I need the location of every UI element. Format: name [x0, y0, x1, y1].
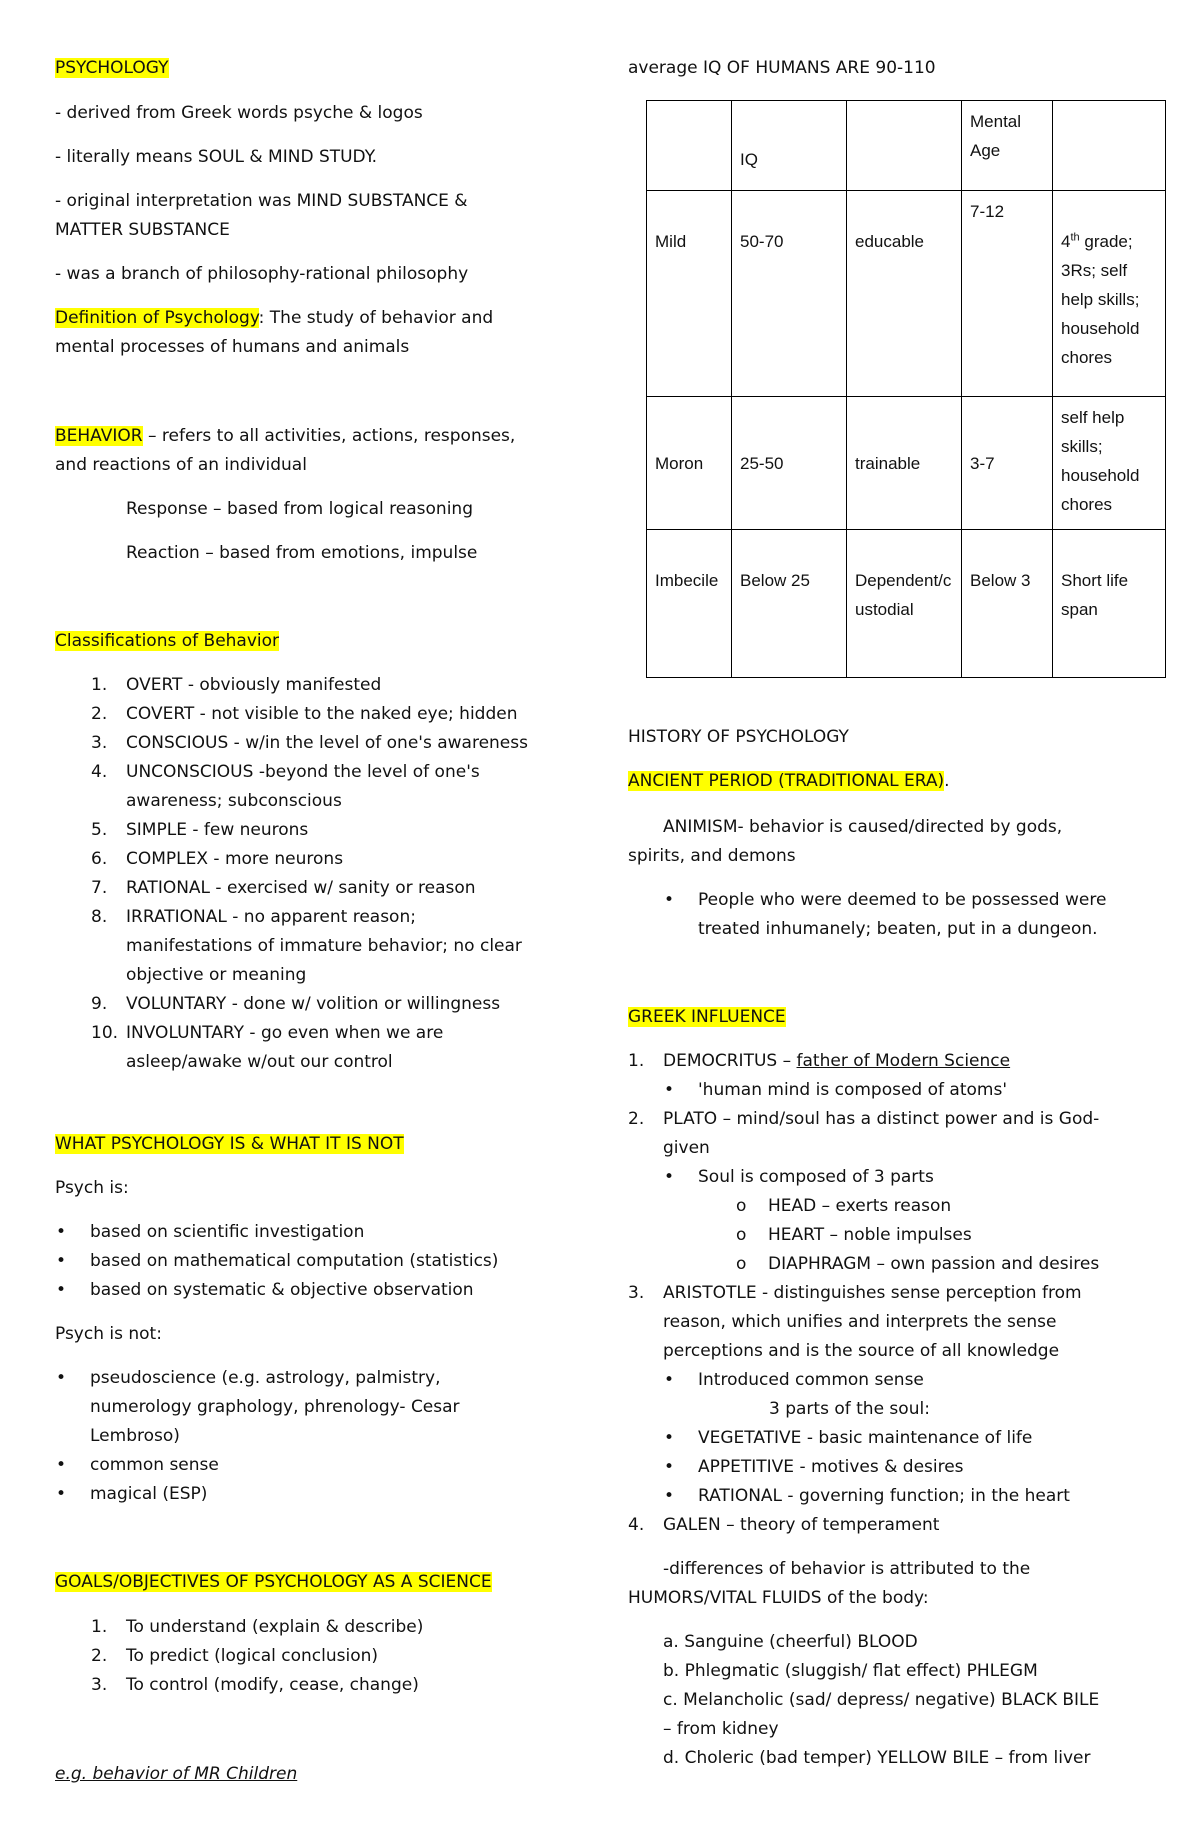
humor-item: b. Phlegmatic (sluggish/ flat effect) PHLEGM: [663, 1661, 1038, 1681]
list-item: numerology graphology, phrenology- Cesar: [90, 1397, 460, 1417]
list-item: Lembroso): [90, 1426, 180, 1446]
goal-item: To control (modify, cease, change): [126, 1675, 419, 1695]
galen-line: GALEN – theory of temperament: [663, 1515, 940, 1535]
list-number: 1.: [91, 1617, 108, 1637]
galen-text: -differences of behavior is attributed to the: [663, 1559, 1031, 1579]
classification-item: IRRATIONAL - no apparent reason;: [126, 907, 416, 927]
table-cell: [1053, 101, 1166, 191]
bullet: •: [56, 1455, 67, 1475]
psych-line: - derived from Greek words psyche & logos: [55, 103, 423, 123]
table-row: [647, 191, 1166, 397]
list-number: 9.: [91, 994, 108, 1014]
table-cell: Mental Age: [962, 101, 1053, 191]
table-cell: Below 3: [962, 530, 1053, 678]
list-item: magical (ESP): [90, 1484, 208, 1504]
list-item: common sense: [90, 1455, 219, 1475]
classification-item: INVOLUNTARY - go even when we are: [126, 1023, 444, 1043]
classification-item: COMPLEX - more neurons: [126, 849, 344, 869]
animism-line: ANIMISM- behavior is caused/directed by gods,: [663, 817, 1063, 837]
soul-item: APPETITIVE - motives & desires: [698, 1457, 964, 1477]
goal-item: To understand (explain & describe): [126, 1617, 424, 1637]
table-row: [647, 397, 1166, 530]
bullet: •: [56, 1280, 67, 1300]
table-cell: 3-7: [962, 397, 1053, 530]
table-cell: educable: [847, 191, 962, 397]
goals-title: GOALS/OBJECTIVES OF PSYCHOLOGY AS A SCIENCE: [55, 1572, 492, 1592]
definition-line-2: mental processes of humans and animals: [55, 337, 410, 357]
animism-bullet: People who were deemed to be possessed were: [698, 890, 1107, 910]
list-number: 2.: [628, 1109, 645, 1129]
plato-bullet: Soul is composed of 3 parts: [698, 1167, 934, 1187]
animism-line-2: spirits, and demons: [628, 846, 796, 866]
classification-item: VOLUNTARY - done w/ volition or willingness: [126, 994, 501, 1014]
galen-text-2: HUMORS/VITAL FLUIDS of the body:: [628, 1588, 929, 1608]
table-cell: 7-12: [962, 191, 1053, 397]
democritus-bullet: 'human mind is composed of atoms': [698, 1080, 1007, 1100]
table-cell: 50-70: [732, 191, 847, 397]
bullet: •: [664, 1167, 675, 1187]
plato-line-2: given: [663, 1138, 710, 1158]
table-cell: Imbecile: [647, 530, 732, 678]
iq-table: [646, 100, 1166, 678]
plato-sub-item: DIAPHRAGM – own passion and desires: [768, 1254, 1100, 1274]
humor-item: c. Melancholic (sad/ depress/ negative) BLACK BILE: [663, 1690, 1100, 1710]
aristotle-line: perceptions and is the source of all knowledge: [663, 1341, 1060, 1361]
classification-item: SIMPLE - few neurons: [126, 820, 309, 840]
psych-line: - original interpretation was MIND SUBSTANCE &: [55, 191, 468, 211]
table-cell: Moron: [647, 397, 732, 530]
reaction-line: Reaction – based from emotions, impulse: [126, 543, 478, 563]
psych-line: - was a branch of philosophy-rational philosophy: [55, 264, 469, 284]
behavior-line: BEHAVIOR – refers to all activities, actions, responses,: [55, 426, 516, 446]
humor-item: d. Choleric (bad temper) YELLOW BILE – from liver: [663, 1748, 1091, 1768]
classification-item: RATIONAL - exercised w/ sanity or reason: [126, 878, 476, 898]
classification-item: objective or meaning: [126, 965, 307, 985]
classification-item: manifestations of immature behavior; no clear: [126, 936, 522, 956]
list-item: based on mathematical computation (statistics): [90, 1251, 499, 1271]
table-cell: Short life span: [1053, 530, 1166, 678]
table-cell: Dependent/custodial: [847, 530, 962, 678]
section-title-psychology: PSYCHOLOGY: [55, 58, 169, 78]
classification-item: OVERT - obviously manifested: [126, 675, 382, 695]
classification-item: UNCONSCIOUS -beyond the level of one's: [126, 762, 480, 782]
bullet: •: [664, 890, 675, 910]
table-cell: self help skills; household chores: [1053, 397, 1166, 530]
greek-title: GREEK INFLUENCE: [628, 1007, 786, 1027]
table-cell: Below 25: [732, 530, 847, 678]
plato-sub-item: HEAD – exerts reason: [768, 1196, 952, 1216]
soul-item: RATIONAL - governing function; in the heart: [698, 1486, 1070, 1506]
democritus-line: DEMOCRITUS – father of Modern Science: [663, 1051, 1011, 1071]
classification-item: awareness; subconscious: [126, 791, 342, 811]
list-number: 3.: [91, 733, 108, 753]
bullet: •: [56, 1368, 67, 1388]
bullet: •: [56, 1251, 67, 1271]
animism-bullet-2: treated inhumanely; beaten, put in a dungeon.: [698, 919, 1098, 939]
table-cell: [647, 101, 732, 191]
history-title: HISTORY OF PSYCHOLOGY: [628, 727, 849, 747]
classification-item: asleep/awake w/out our control: [126, 1052, 393, 1072]
plato-sub-item: HEART – noble impulses: [768, 1225, 972, 1245]
classification-item: CONSCIOUS - w/in the level of one's awareness: [126, 733, 528, 753]
table-cell: trainable: [847, 397, 962, 530]
list-number: 2.: [91, 704, 108, 724]
what-psych-title: WHAT PSYCHOLOGY IS & WHAT IT IS NOT: [55, 1134, 404, 1154]
list-item: based on systematic & objective observation: [90, 1280, 474, 1300]
list-number: 7.: [91, 878, 108, 898]
list-number: 2.: [91, 1646, 108, 1666]
footer-note: e.g. behavior of MR Children: [55, 1764, 298, 1784]
definition-line: Definition of Psychology: The study of behavior and: [55, 308, 494, 328]
list-number: 3.: [91, 1675, 108, 1695]
table-row: [647, 530, 1166, 678]
classification-item: COVERT - not visible to the naked eye; hidden: [126, 704, 518, 724]
aristotle-line: reason, which unifies and interprets the sense: [663, 1312, 1057, 1332]
aristotle-line: ARISTOTLE - distinguishes sense perception from: [663, 1283, 1082, 1303]
list-number: 8.: [91, 907, 108, 927]
list-number: 5.: [91, 820, 108, 840]
table-cell: 25-50: [732, 397, 847, 530]
table-header-row: [647, 101, 1166, 191]
list-number: 1.: [91, 675, 108, 695]
goal-item: To predict (logical conclusion): [126, 1646, 379, 1666]
bullet: •: [664, 1457, 675, 1477]
bullet: •: [664, 1486, 675, 1506]
list-number: 10.: [91, 1023, 119, 1043]
table-cell: [847, 101, 962, 191]
sub-bullet: o: [736, 1254, 747, 1274]
classifications-title: Classifications of Behavior: [55, 631, 280, 651]
table-cell: 4th grade; 3Rs; self help skills; household chores: [1053, 191, 1166, 397]
bullet: •: [56, 1484, 67, 1504]
bullet: •: [664, 1080, 675, 1100]
table-cell: Mild: [647, 191, 732, 397]
plato-line: PLATO – mind/soul has a distinct power and is God-: [663, 1109, 1100, 1129]
table-cell: IQ: [732, 101, 847, 191]
aristotle-bullet: Introduced common sense: [698, 1370, 924, 1390]
sub-bullet: o: [736, 1225, 747, 1245]
list-number: 6.: [91, 849, 108, 869]
psych-line: MATTER SUBSTANCE: [55, 220, 230, 240]
soul-parts-label: 3 parts of the soul:: [769, 1399, 930, 1419]
bullet: •: [664, 1428, 675, 1448]
bullet: •: [664, 1370, 675, 1390]
behavior-line-2: and reactions of an individual: [55, 455, 307, 475]
bullet: •: [56, 1222, 67, 1242]
soul-item: VEGETATIVE - basic maintenance of life: [698, 1428, 1033, 1448]
list-number: 1.: [628, 1051, 645, 1071]
list-number: 4.: [91, 762, 108, 782]
humor-item-cont: – from kidney: [663, 1719, 779, 1739]
humor-item: a. Sanguine (cheerful) BLOOD: [663, 1632, 918, 1652]
list-item: based on scientific investigation: [90, 1222, 365, 1242]
psych-line: - literally means SOUL & MIND STUDY.: [55, 147, 378, 167]
iq-heading: average IQ OF HUMANS ARE 90-110: [628, 58, 936, 78]
psych-is-not-label: Psych is not:: [55, 1324, 162, 1344]
list-item: pseudoscience (e.g. astrology, palmistry,: [90, 1368, 441, 1388]
sub-bullet: o: [736, 1196, 747, 1216]
list-number: 4.: [628, 1515, 645, 1535]
psych-is-label: Psych is:: [55, 1178, 129, 1198]
list-number: 3.: [628, 1283, 645, 1303]
response-line: Response – based from logical reasoning: [126, 499, 473, 519]
ancient-title: ANCIENT PERIOD (TRADITIONAL ERA).: [628, 771, 950, 791]
